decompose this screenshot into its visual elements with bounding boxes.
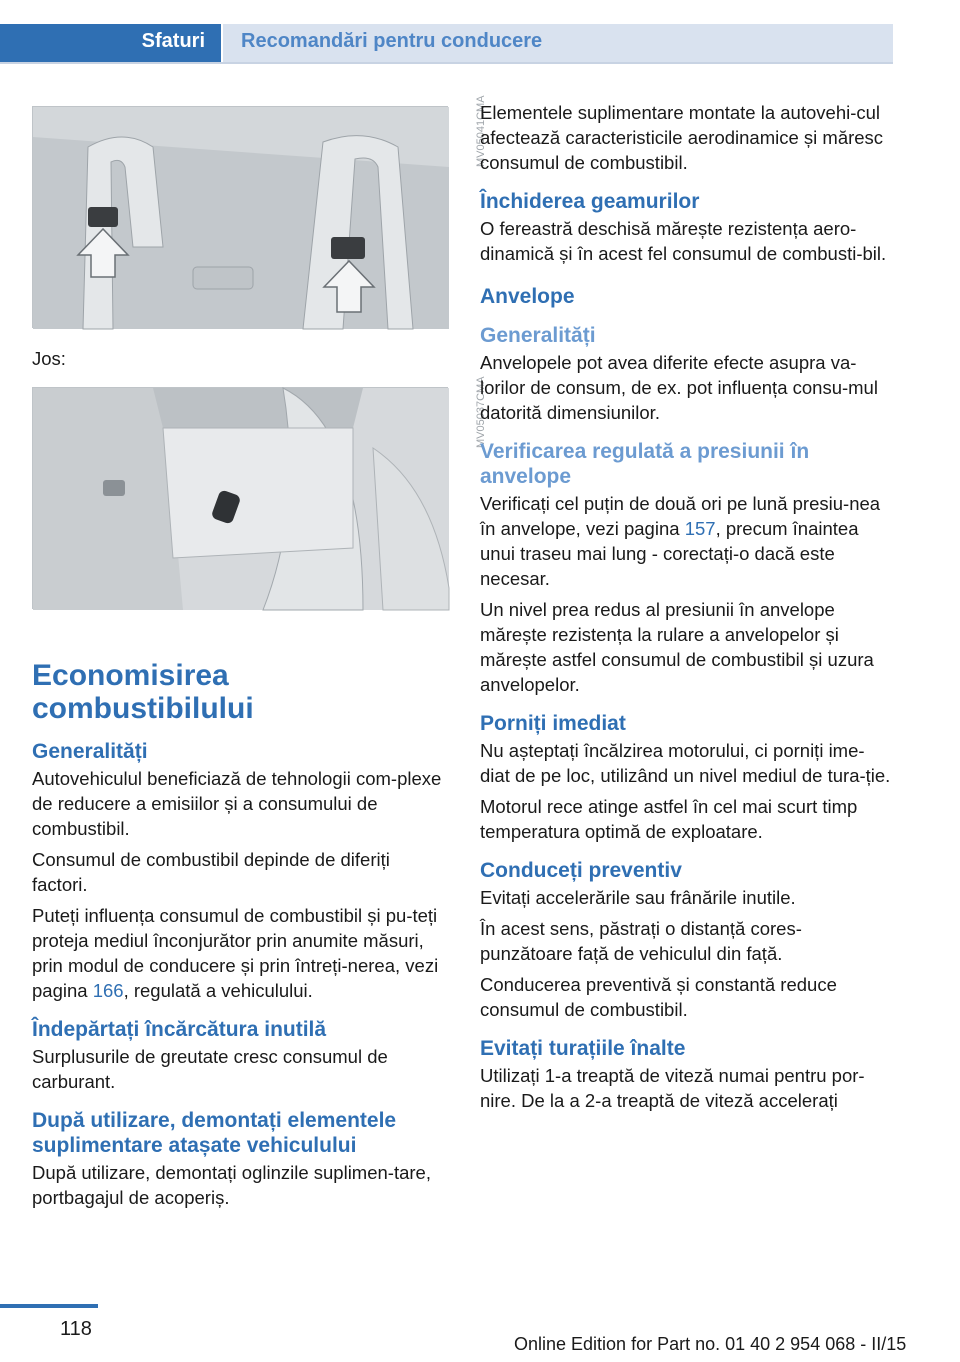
figure-seat-hooks — [32, 95, 487, 328]
paragraph: Elementele suplimentare montate la autovehi-cul afectează caracteristicile aerodinamice și măresc consumul de combustibil. — [480, 102, 884, 173]
subheading-incarcatura: Îndepărtați încărcătura inutilă — [32, 1018, 327, 1041]
paragraph: Motorul rece atinge astfel în cel mai scurt timp temperatura optimă de exploatare. — [480, 796, 858, 842]
figure-code: MV05037CMA — [475, 376, 487, 448]
paragraph: Consumul de combustibil depinde de diferiți factori. — [32, 849, 390, 895]
section-heading: Economisirea combustibilului — [32, 659, 254, 725]
page-link-157[interactable]: 157 — [684, 518, 716, 539]
subheading-generalitati: Generalități — [32, 740, 148, 763]
jos-label: Jos: — [32, 348, 66, 369]
paragraph: Surplusurile de greutate cresc consumul de carburant. — [32, 1046, 388, 1092]
paragraph: Utilizați 1-a treaptă de viteză numai pentru por-nire. De la a 2-a treaptă de viteză accelerați — [480, 1065, 865, 1111]
subheading-anvelope-generalitati: Generalități — [480, 324, 596, 347]
paragraph: După utilizare, demontați oglinzile suplimen-tare, portbagajul de acoperiș. — [32, 1162, 431, 1208]
paragraph: Autovehiculul beneficiază de tehnologii com-plexe de reducere a emisiilor și a consumului de combustibil. — [32, 768, 442, 839]
paragraph: O fereastră deschisă mărește rezistența aero-dinamică și în acest fel consumul de combusti-bil. — [480, 218, 887, 264]
chapter-title: Recomandări pentru conducere — [241, 30, 543, 52]
left-column — [32, 95, 487, 1216]
section-tab — [0, 24, 221, 62]
figure-seat-lower-hook — [32, 376, 487, 609]
subheading-turatii: Evitați turațiile înalte — [480, 1037, 686, 1060]
chapter-band — [223, 24, 893, 62]
paragraph: Un nivel prea redus al presiunii în anvelope mărește rezistența la rulare a anvelopelor și mărește astfel consumul de combustibil și uzura anvelopelor. — [480, 599, 874, 695]
header-divider — [0, 62, 893, 64]
subheading-anvelope: Anvelope — [480, 285, 575, 308]
section-label: Sfaturi — [141, 30, 205, 52]
paragraph: Nu așteptați încălzirea motorului, ci porniți ime-diat de pe loc, utilizând un nivel mediul de tura-ție. — [480, 740, 891, 786]
paragraph: În acest sens, păstrați o distanță cores-punzătoare față de vehiculul din față. — [480, 918, 802, 964]
paragraph: Anvelopele pot avea diferite efecte asupra va-lorilor de consum, de ex. pot influența consu-mul datorită dimensiunilor. — [480, 352, 878, 423]
subheading-demontati: După utilizare, demontați elementele suplimentare atașate vehiculului — [32, 1109, 397, 1157]
rear-seat-hooks-illustration — [33, 107, 449, 329]
edition-line: Online Edition for Part no. 01 40 2 954 068 - II/15 — [514, 1334, 907, 1354]
page-link-166[interactable]: 166 — [92, 980, 124, 1001]
subheading-porniti: Porniți imediat — [480, 712, 626, 735]
subheading-preventiv: Conduceți preventiv — [480, 859, 682, 882]
subheading-presiune: Verificarea regulată a presiunii în anvelope — [480, 440, 810, 488]
page-header — [0, 24, 893, 62]
paragraph: Verificați cel puțin de două ori pe lună presiu-nea în anvelope, vezi pagina 157, precum înaintea unui traseu mai lung - corectați-o dacă este necesar. — [480, 493, 881, 589]
footer-accent-bar — [0, 1304, 98, 1308]
paragraph: Conducerea preventivă și constantă reduce consumul de combustibil. — [480, 974, 837, 1020]
paragraph: Evitați accelerările sau frânările inutile. — [480, 887, 796, 908]
right-column — [480, 100, 894, 1119]
paragraph: Puteți influența consumul de combustibil și pu-teți proteja mediul înconjurător prin anumite măsuri, prin modul de conducere și prin întreți-nerea, vezi pagina 166, regulată a vehiculului. — [32, 905, 439, 1001]
figure-code: MV05041CMA — [475, 95, 487, 167]
rear-seat-lower-hook-illustration — [33, 388, 449, 610]
subheading-geamuri: Închiderea geamurilor — [480, 190, 700, 213]
page-number: 118 — [60, 1318, 92, 1340]
